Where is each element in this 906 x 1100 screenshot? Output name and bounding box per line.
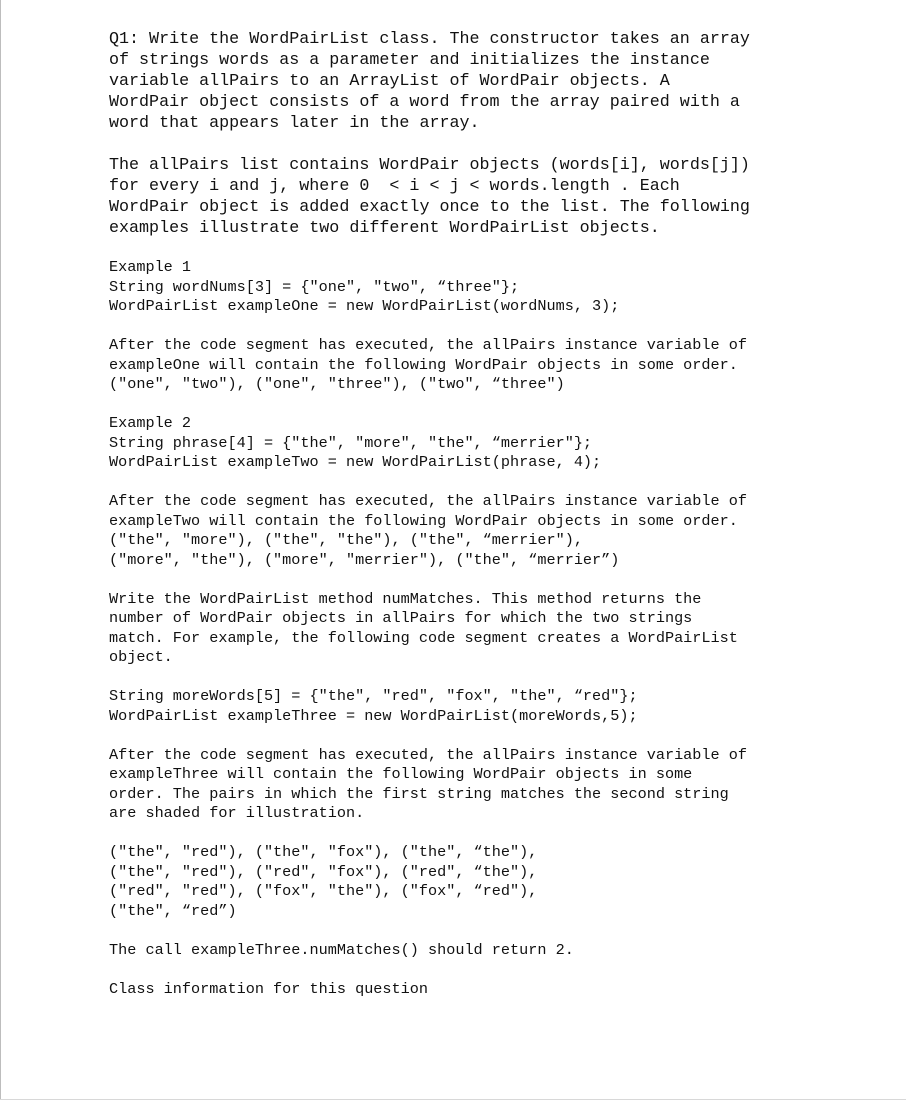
text-line: for every i and j, where 0 < i < j < words.length . Each: [109, 177, 680, 196]
text-line: exampleOne will contain the following WordPair objects in some order.: [109, 355, 738, 374]
text-line: After the code segment has executed, the allPairs instance variable of: [109, 492, 747, 510]
code-line: String wordNums[3] = {"one", "two", “three"};: [109, 277, 520, 296]
code-line: String phrase[4] = {"the", "more", "the", “merrier"};: [109, 433, 593, 452]
pair-line: ("the", "red"), ("red", "fox"), ("red", “the"),: [109, 862, 538, 881]
text-line: Write the WordPairList method numMatches. This method returns the: [109, 589, 702, 608]
question-paragraph-1: [109, 29, 839, 134]
pair-line: ("the", "red"), ("the", "fox"), ("the", “the"),: [109, 843, 538, 861]
result-line: The call exampleThree.numMatches() should return 2.: [109, 940, 574, 959]
example-2: [109, 414, 839, 570]
question-document: [109, 29, 839, 999]
text-line: word that appears later in the array.: [109, 114, 480, 133]
text-line: object.: [109, 648, 173, 666]
text-line: The allPairs list contains WordPair objects (words[i], words[j]): [109, 156, 750, 175]
text-line: exampleTwo will contain the following WordPair objects in some order.: [109, 511, 738, 530]
question-examples: [109, 258, 839, 999]
text-line: After the code segment has executed, the allPairs instance variable of: [109, 336, 747, 354]
text-line: After the code segment has executed, the allPairs instance variable of: [109, 745, 747, 764]
text-line: exampleThree will contain the following WordPair objects in some: [109, 765, 693, 783]
text-line: variable allPairs to an ArrayList of WordPair objects. A: [109, 72, 670, 91]
text-line: ("the", "more"), ("the", "the"), ("the", “merrier"),: [109, 531, 583, 549]
text-line: Q1: Write the WordPairList class. The constructor takes an array: [109, 30, 750, 49]
num-matches-section: [109, 590, 839, 1000]
pair-line: ("the", “red”): [109, 901, 237, 920]
text-line: examples illustrate two different WordPairList objects.: [109, 219, 660, 238]
text-line: number of WordPair objects in allPairs for which the two strings: [109, 609, 693, 627]
text-line: WordPair object is added exactly once to the list. The following: [109, 198, 750, 217]
code-line: WordPairList exampleTwo = new WordPairList(phrase, 4);: [109, 453, 602, 471]
text-line: match. For example, the following code segment creates a WordPairList: [109, 628, 738, 647]
question-intro: [109, 29, 839, 239]
code-line: WordPairList exampleOne = new WordPairList(wordNums, 3);: [109, 297, 620, 315]
class-info-heading: Class information for this question: [109, 979, 428, 998]
code-line: WordPairList exampleThree = new WordPairList(moreWords,5);: [109, 706, 638, 725]
example-1: [109, 258, 839, 395]
pair-line: ("red", "red"), ("fox", "the"), ("fox", “red"),: [109, 882, 538, 900]
text-line: ("more", "the"), ("more", "merrier"), ("the", “merrier”): [109, 550, 620, 569]
question-paragraph-2: [109, 155, 839, 239]
example-title: Example 1: [109, 258, 192, 276]
text-line: ("one", "two"), ("one", "three"), ("two", “three"): [109, 375, 565, 393]
text-line: of strings words as a parameter and initializes the instance: [109, 51, 710, 70]
text-line: are shaded for illustration.: [109, 804, 365, 822]
left-page-border: [0, 0, 1, 1100]
text-line: order. The pairs in which the first string matches the second string: [109, 784, 729, 803]
code-line: String moreWords[5] = {"the", "red", "fox", "the", “red"};: [109, 687, 638, 705]
example-title: Example 2: [109, 414, 192, 432]
text-line: WordPair object consists of a word from the array paired with a: [109, 93, 740, 112]
